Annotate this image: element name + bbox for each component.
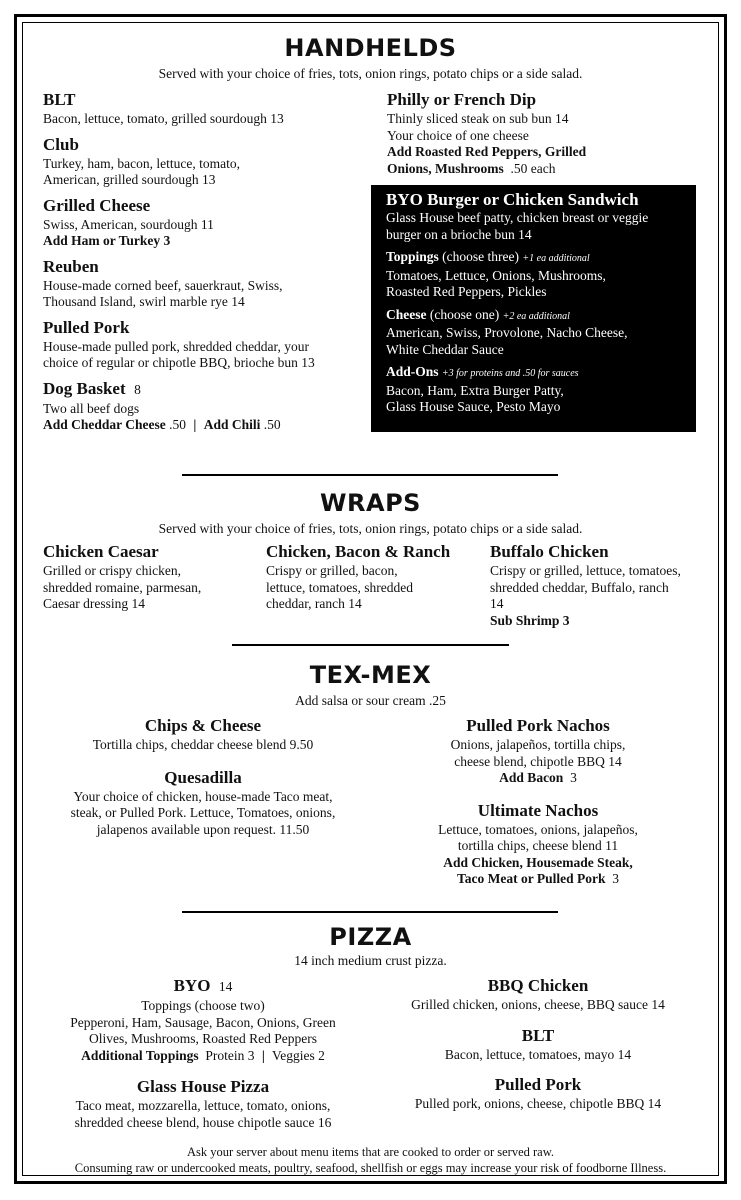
item-desc: Bacon, lettuce, tomatoes, mayo 14 [444,1046,632,1062]
item-name: Club [43,134,79,154]
menu-item-club [43,135,363,189]
section-divider [182,911,558,913]
item-desc: Bacon, lettuce, tomato, grilled sourdough 13 [43,111,284,126]
item-name: BLT [43,90,76,109]
item-desc: Your choice of one cheese [387,127,529,143]
addon-price: 3 [612,871,619,886]
item-name: Buffalo Chicken [490,542,609,561]
handhelds-subtitle: Served with your choice of fries, tots, onion rings, potato chips or a side salad. [158,66,583,81]
item-desc: Caesar dressing 14 [43,596,145,611]
wraps-heading: WRAPS [320,489,421,517]
item-desc: cheese blend, chipotle BBQ 14 [454,753,622,769]
item-desc: Thinly sliced steak on sub bun 14 [387,111,569,126]
item-name: Dog Basket [43,378,126,398]
item-desc: lettuce, tomatoes, shredded [266,579,413,595]
byo-desc: burger on a brioche bun 14 [386,226,532,242]
menu-item-bbq-chicken-pizza [383,976,693,1014]
item-desc: American, grilled sourdough 13 [43,172,216,187]
addon-price: .50 [169,417,187,432]
menu-item-buffalo-chicken [490,542,720,629]
item-desc: Olives, Mushrooms, Roasted Red Peppers [89,1031,317,1046]
item-addon: Add Chicken, Housemade Steak, [443,854,633,870]
item-desc: Onions, jalapeños, tortilla chips, [450,737,626,752]
addons-label: Add-Ons [386,364,439,379]
item-desc: tortilla chips, cheese blend 11 [457,838,619,853]
addons-list: Glass House Sauce, Pesto Mayo [386,399,561,414]
item-desc: shredded romaine, parmesan, [43,579,202,595]
item-name: Reuben [43,256,99,276]
item-desc: Toppings (choose two) [141,998,265,1013]
item-desc: steak, or Pulled Pork. Lettuce, Tomatoes, onions, [70,805,336,820]
toppings-note: +1 ea additional [522,253,590,264]
item-addon: Add Roasted Red Peppers, Grilled [387,144,587,159]
footer-note-2: Consuming raw or undercooked meats, poultry, seafood, shellfish or eggs may increase your risk of foodborne Illness. [74,1161,667,1175]
cheese-label: Cheese [386,306,427,322]
item-name: Chicken, Bacon & Ranch [266,542,451,561]
item-addon: Add Chili [203,417,261,432]
item-desc: Pulled pork, onions, cheese, chipotle BBQ 14 [414,1096,662,1111]
item-addon: Sub Shrimp 3 [490,612,570,628]
addon-price: 3 [570,770,577,785]
additional-toppings-label: Additional Toppings [81,1047,199,1063]
menu-item-chicken-caesar [43,542,258,613]
item-desc: cheddar, ranch 14 [266,596,362,611]
section-divider [232,644,509,646]
menu-item-quesadilla [38,768,368,839]
item-desc: choice of regular or chipotle BBQ, brioche bun 13 [43,355,315,370]
item-desc: Grilled or crispy chicken, [43,563,181,578]
menu-item-byo-pizza [33,976,373,1064]
item-desc: Thousand Island, swirl marble rye 14 [43,294,245,309]
item-desc: Swiss, American, sourdough 11 [43,216,214,232]
item-desc: House-made corned beef, sauerkraut, Swiss, [43,277,283,293]
item-name: Quesadilla [164,767,242,787]
item-name: Pulled Pork Nachos [466,716,610,735]
toppings-list: Roasted Red Peppers, Pickles [386,284,547,299]
item-desc: Lettuce, tomatoes, onions, jalapeños, [438,821,638,837]
item-desc: Grilled chicken, onions, cheese, BBQ sauce 14 [411,997,665,1012]
toppings-list: Tomatoes, Lettuce, Onions, Mushrooms, [386,267,606,283]
separator: | [261,1047,265,1063]
texmex-heading: TEX-MEX [309,661,432,689]
item-desc: Turkey, ham, bacon, lettuce, tomato, [43,155,240,171]
menu-item-chips-cheese [38,716,368,754]
item-name: Pulled Pork [43,317,130,337]
protein-price: Protein 3 [205,1047,255,1063]
veggies-price: Veggies 2 [271,1047,325,1063]
handhelds-left-column [43,90,363,434]
item-desc: Your choice of chicken, house-made Taco meat, [73,788,333,804]
item-name: Chips & Cheese [144,716,262,735]
item-price: 14 [218,979,233,994]
addons-note: +3 for proteins and .50 for sauces [441,368,579,379]
footer-note-1: Ask your server about menu items that are cooked to order or served raw. [186,1145,555,1159]
menu-item-pulled-pork [43,318,363,372]
handhelds-heading: HANDHELDS [284,34,457,62]
item-name: BBQ Chicken [487,976,589,995]
texmex-left-column [38,716,368,838]
menu-item-philly [387,90,707,177]
item-desc: shredded cheese blend, house chipotle sauce 16 [74,1114,332,1130]
texmex-right-column [378,716,698,888]
item-desc: House-made pulled pork, shredded cheddar, your [43,338,309,354]
menu-item-grilled-cheese [43,196,363,250]
item-desc: 14 [490,596,504,611]
menu-item-glass-house-pizza [33,1077,373,1131]
wraps-subtitle: Served with your choice of fries, tots, onion rings, potato chips or a side salad. [158,521,583,536]
item-desc: Pepperoni, Ham, Sausage, Bacon, Onions, Green [70,1014,336,1030]
cheese-list: American, Swiss, Provolone, Nacho Cheese, [386,325,628,340]
item-desc: Tortilla chips, cheddar cheese blend 9.50 [92,737,314,752]
item-addon: Add Bacon [499,770,564,785]
texmex-subtitle: Add salsa or sour cream .25 [295,693,446,708]
byo-burger-box [371,185,696,432]
item-name: BYO [173,976,211,995]
item-addon: Add Ham or Turkey 3 [43,233,171,248]
item-name: Ultimate Nachos [477,800,599,820]
menu-item-blt-pizza [383,1026,693,1064]
item-name: Philly or French Dip [387,90,537,109]
item-addon: Add Cheddar Cheese [43,417,166,432]
menu-item-pulled-pork-pizza [383,1075,693,1113]
addon-price: .50 each [510,160,556,176]
addon-price: .50 [263,417,281,432]
byo-desc: Glass House beef patty, chicken breast or veggie [386,210,649,225]
item-desc: shredded cheddar, Buffalo, ranch [490,579,669,595]
item-desc: Crispy or grilled, bacon, [266,563,398,578]
item-desc: Taco meat, mozzarella, lettuce, tomato, onions, [75,1098,331,1113]
item-name: Pulled Pork [494,1075,582,1094]
menu-item-dog-basket [43,379,363,434]
item-name: Chicken Caesar [43,542,159,561]
byo-title: BYO Burger or Chicken Sandwich [386,190,639,209]
item-price: 8 [134,381,141,397]
item-addon: Taco Meat or Pulled Pork [457,871,606,886]
menu-item-reuben [43,257,363,311]
separator: | [193,417,197,432]
addons-list: Bacon, Ham, Extra Burger Patty, [386,382,564,398]
cheese-choice: (choose one) [429,306,500,322]
toppings-choice: (choose three) [442,249,520,264]
item-name: Glass House Pizza [136,1077,270,1096]
item-addon: Onions, Mushrooms [387,160,504,176]
section-divider [182,474,558,476]
menu-item-ultimate-nachos [378,801,698,888]
menu-item-chicken-bacon-ranch [266,542,486,613]
item-name: Grilled Cheese [43,195,151,215]
menu-item-blt [43,90,363,128]
item-desc: jalapenos available upon request. 11.50 [96,821,310,837]
toppings-label: Toppings [386,249,439,264]
item-desc: Crispy or grilled, lettuce, tomatoes, [490,563,681,578]
cheese-note: +2 ea additional [502,310,570,322]
menu-item-pulled-pork-nachos [378,716,698,787]
pizza-heading: PIZZA [329,923,412,951]
pizza-left-column [33,976,373,1131]
cheese-list: White Cheddar Sauce [386,341,504,357]
item-desc: Two all beef dogs [43,400,140,416]
item-name: BLT [521,1025,555,1045]
pizza-subtitle: 14 inch medium crust pizza. [294,953,447,968]
pizza-right-column [383,976,693,1113]
